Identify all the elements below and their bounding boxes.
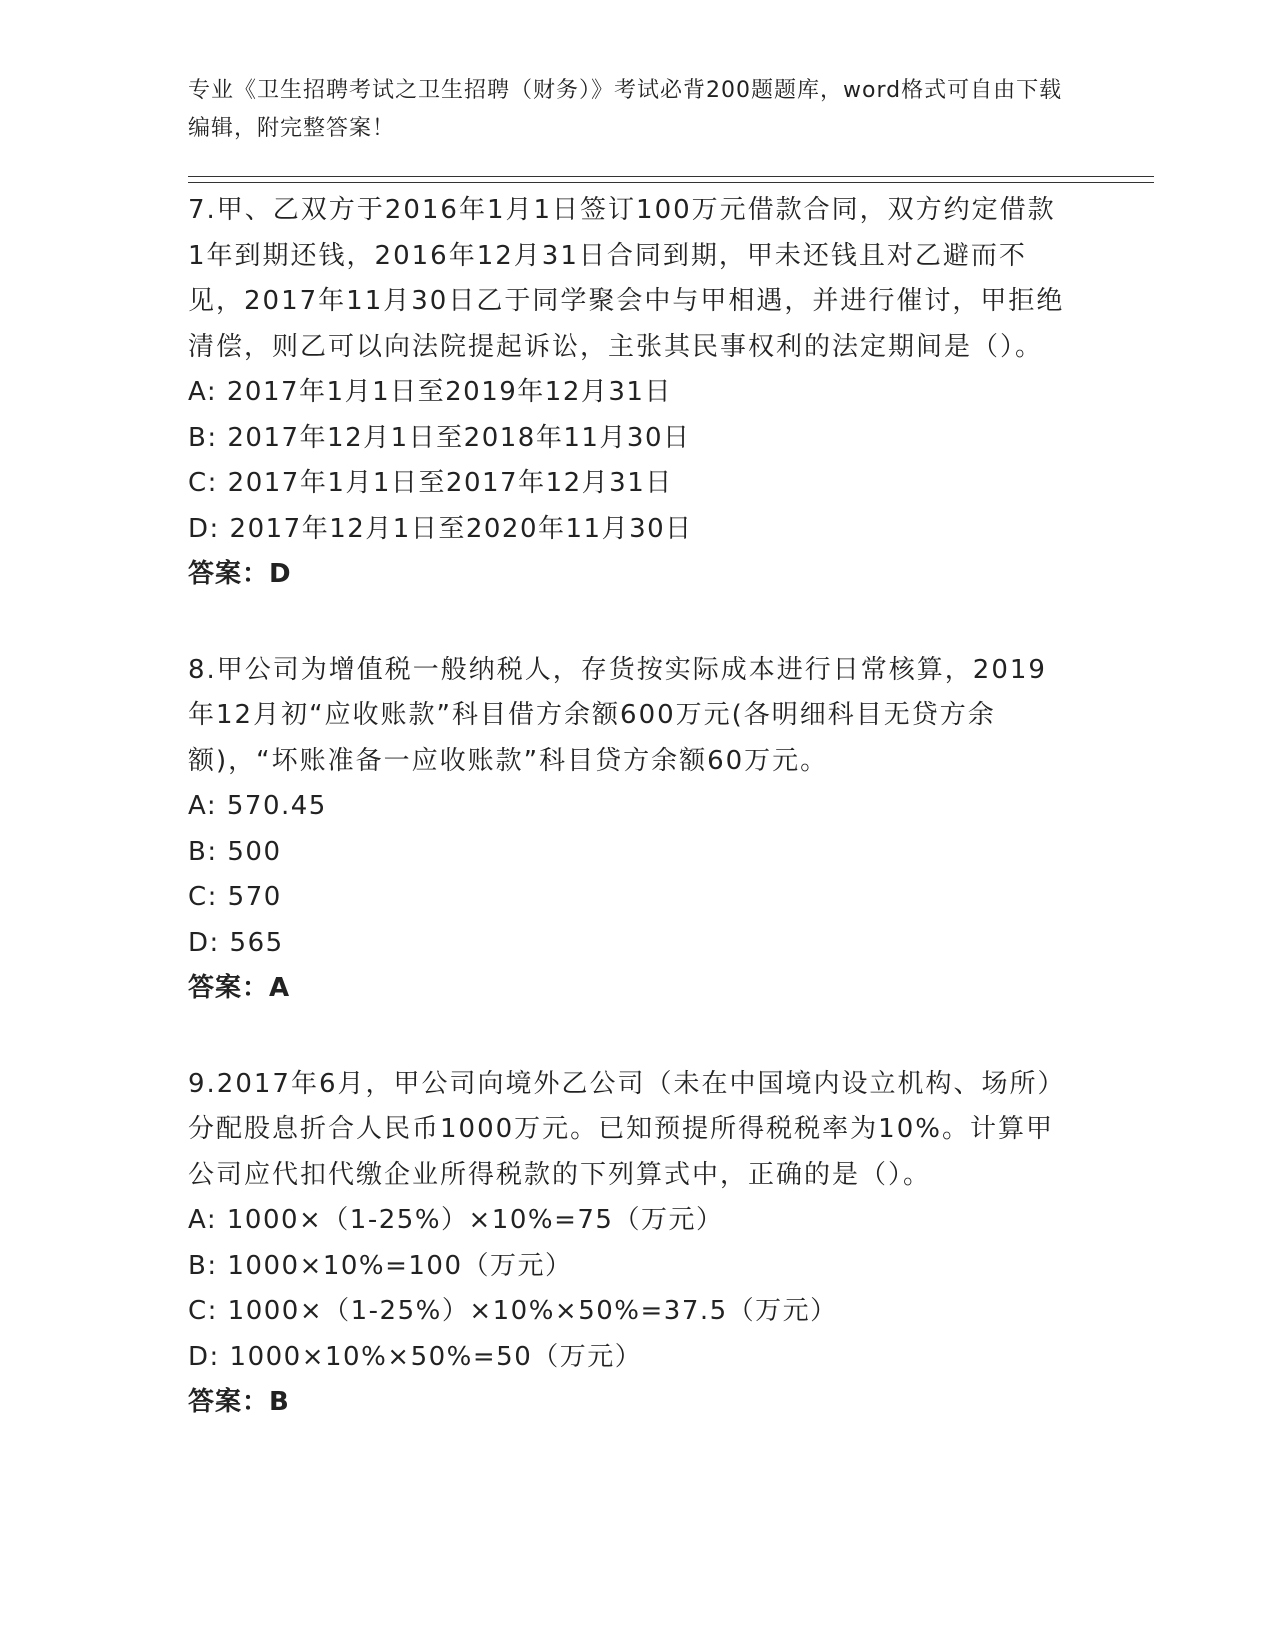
answer-label: 答案：B [188, 1387, 290, 1417]
option-a: A: 570.45 [188, 791, 327, 821]
option-c: C: 2017年1月1日至2017年12月31日 [188, 468, 673, 498]
option-a: A: 2017年1月1日至2019年12月31日 [188, 377, 672, 407]
option-b: B: 1000×10%=100（万元） [188, 1250, 573, 1281]
option-c: C: 1000×（1-25%）×10%×50%=37.5（万元） [188, 1296, 838, 1326]
option-d: D: 2017年12月1日至2020年11月30日 [188, 513, 693, 544]
answer-label: 答案：D [188, 559, 292, 589]
option-c: C: 570 [188, 882, 282, 912]
option-b: B: 500 [188, 836, 282, 867]
question-list [188, 188, 1068, 1476]
option-d: D: 1000×10%×50%=50（万元） [188, 1341, 643, 1372]
option-a: A: 1000×（1-25%）×10%=75（万元） [188, 1205, 724, 1235]
question-8 [188, 648, 1068, 1012]
question-stem: 7.甲、乙双方于2016年1月1日签订100万元借款合同，双方约定借款1年到期还钱，2016年12月31日合同到期，甲未还钱且对乙避而不见，2017年11月30日乙于同学聚会中与甲相遇，并进行催讨，甲拒绝清偿，则乙可以向法院提起诉讼，主张其民事权利的法定期间是（）。 [188, 195, 1065, 362]
document-header: 专业《卫生招聘考试之卫生招聘（财务）》考试必背200题题库，word格式可自由下载编辑，附完整答案！ [188, 78, 1063, 141]
option-d: D: 565 [188, 927, 284, 958]
option-b: B: 2017年12月1日至2018年11月30日 [188, 422, 691, 453]
question-stem: 9.2017年6月，甲公司向境外乙公司（未在中国境内设立机构、场所）分配股息折合人民币1000万元。已知预提所得税税率为10%。计算甲公司应代扣代缴企业所得税款的下列算式中，正确的是（）。 [188, 1068, 1066, 1190]
question-9 [188, 1062, 1068, 1426]
question-7 [188, 188, 1068, 598]
header-divider-top [188, 176, 1154, 177]
answer-label: 答案：A [188, 973, 291, 1003]
question-stem: 8.甲公司为增值税一般纳税人，存货按实际成本进行日常核算，2019年12月初“应收账款”科目借方余额600万元(各明细科目无贷方余额)，“坏账准备一应收账款”科目贷方余额60万元。 [188, 654, 1047, 776]
header-divider-bottom [188, 182, 1154, 183]
